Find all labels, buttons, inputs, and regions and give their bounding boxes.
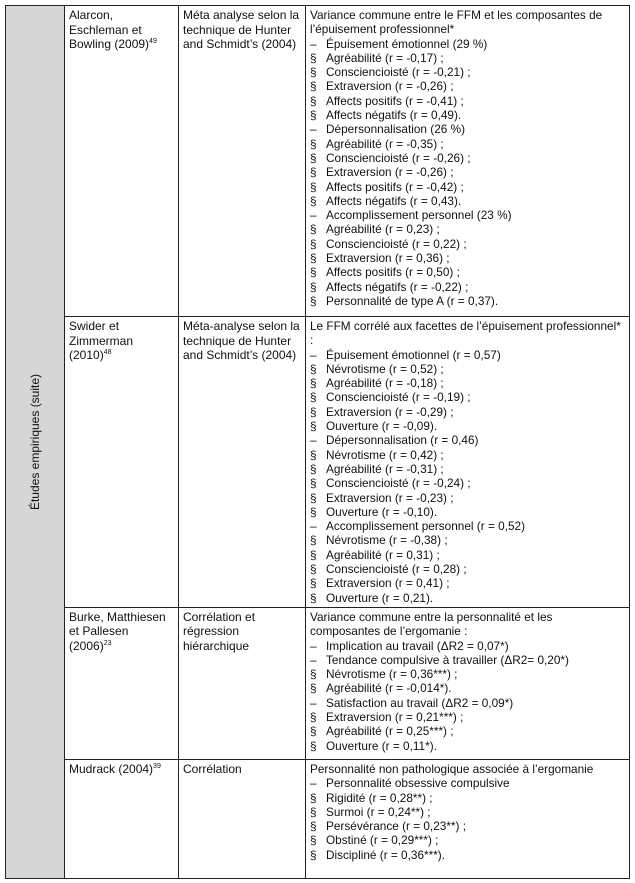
list-item-text: Implication au travail (ΔR2 = 0,07*) [326, 638, 509, 653]
section-marker: § [310, 667, 317, 682]
list-item [310, 505, 625, 519]
section-marker: § [310, 710, 317, 725]
list-item-text: Surmoi (r = 0,24**) ; [326, 804, 431, 819]
list-item-text: Épuisement émotionnel (r = 0,57) [326, 347, 501, 362]
study-reference: 48 [103, 349, 112, 356]
section-marker: § [310, 790, 317, 805]
section-marker: § [310, 847, 317, 862]
study-cell [65, 607, 179, 759]
list-item-text: Persévérance (r = 0,23**) ; [326, 819, 466, 834]
list-item [310, 819, 625, 833]
list-item-text: Accomplissement personnel (r = 0,52) [326, 519, 525, 534]
list-item-text: Agréabilité (r = -0,35) ; [326, 136, 444, 151]
list-item [310, 681, 625, 695]
section-marker: § [310, 65, 317, 80]
study-reference: 49 [149, 38, 157, 45]
section-marker: § [310, 165, 317, 180]
list-item-text: Névrotisme (r = -0,38) ; [326, 533, 448, 548]
section-marker: § [310, 236, 317, 251]
dash-marker: – [310, 347, 317, 362]
section-marker: § [310, 738, 317, 753]
list-item [310, 667, 625, 681]
list-item-text: Affects positifs (r = 0,50) ; [326, 265, 460, 280]
section-marker: § [310, 361, 317, 376]
section-marker: § [310, 222, 317, 237]
dash-marker: – [310, 695, 317, 710]
list-item-text: Consciencioisté (r = -0,26) ; [326, 150, 471, 165]
list-item-text: Affects positifs (r = -0,42) ; [326, 179, 464, 194]
list-item-text: Ouverture (r = -0,10). [326, 504, 438, 519]
dash-marker: – [310, 519, 317, 534]
result-cell [306, 607, 630, 759]
study-authors: Burke, Matthiesen et Pallesen (2006) [69, 609, 166, 653]
section-marker: § [310, 724, 317, 739]
list-item [310, 433, 625, 447]
list-item-text: Affects positifs (r = -0,41) ; [326, 93, 464, 108]
list-item [310, 251, 625, 265]
section-marker: § [310, 576, 317, 591]
section-marker: § [310, 251, 317, 266]
list-item-text: Extraversion (r = 0,36) ; [326, 251, 450, 266]
list-item-text: Agréabilité (r = 0,23) ; [326, 222, 440, 237]
list-item [310, 265, 625, 279]
list-item [310, 51, 625, 65]
section-marker: § [310, 265, 317, 280]
section-marker: § [310, 279, 317, 294]
list-item [310, 462, 625, 476]
section-marker: § [310, 504, 317, 519]
side-label-text: Études empiriques (suite) [28, 373, 42, 510]
list-item-text: Extraversion (r = -0,26) ; [326, 165, 454, 180]
dash-marker: – [310, 208, 317, 223]
section-marker: § [310, 681, 317, 696]
section-marker: § [310, 150, 317, 165]
table-row [6, 607, 630, 759]
list-item [310, 151, 625, 165]
list-item-text: Agréabilité (r = -0,31) ; [326, 461, 444, 476]
list-item-text: Consciencioisté (r = 0,22) ; [326, 236, 467, 251]
section-marker: § [310, 179, 317, 194]
dash-marker: – [310, 638, 317, 653]
list-item-text: Ouverture (r = 0,21). [326, 590, 434, 605]
table-row [6, 759, 630, 878]
list-item-text: Dépersonnalisation (26 %) [326, 122, 466, 137]
dash-marker: – [310, 122, 317, 137]
section-marker: § [310, 447, 317, 462]
list-item [310, 108, 625, 122]
method-cell: Corrélation et régression hiérarchique [179, 607, 306, 759]
list-item-text: Agréabilité (r = 0,25***) ; [326, 724, 454, 739]
list-item-text: Discipliné (r = 0,36***). [326, 847, 445, 862]
result-list [310, 776, 625, 862]
study-cell [65, 759, 179, 878]
method-cell: Méta-analyse selon la technique de Hunter and Schmidt’s (2004) [179, 317, 306, 608]
list-item-text: Affects négatifs (r = 0,49). [326, 108, 462, 123]
list-item [310, 448, 625, 462]
list-item [310, 639, 625, 653]
list-item-text: Rigidité (r = 0,28**) ; [326, 790, 433, 805]
section-marker: § [310, 804, 317, 819]
section-marker: § [310, 819, 317, 834]
list-item [310, 362, 625, 376]
list-item-text: Agréabilité (r = -0,014*). [326, 681, 452, 696]
list-item [310, 739, 625, 753]
section-side-label [6, 6, 65, 879]
section-marker: § [310, 533, 317, 548]
dash-marker: – [310, 776, 317, 791]
list-item [310, 805, 625, 819]
list-item-text: Extraversion (r = -0,29) ; [326, 404, 454, 419]
list-item-text: Agréabilité (r = -0,18) ; [326, 376, 444, 391]
study-reference: 39 [153, 762, 161, 770]
table-row [6, 317, 630, 608]
list-item-text: Personnalité de type A (r = 0,37). [326, 293, 499, 308]
list-item [310, 65, 625, 79]
section-marker: § [310, 562, 317, 577]
list-item-text: Affects négatifs (r = -0,22) ; [326, 279, 469, 294]
list-item-text: Ouverture (r = 0,11*). [326, 738, 437, 753]
study-cell [65, 6, 179, 317]
section-marker: § [310, 376, 317, 391]
section-marker: § [310, 50, 317, 65]
list-item-text: Obstiné (r = 0,29***) ; [326, 833, 439, 848]
section-marker: § [310, 419, 317, 434]
list-item-text: Extraversion (r = -0,23) ; [326, 490, 454, 505]
list-item [310, 280, 625, 294]
study-authors: Swider et Zimmerman (2010) [69, 319, 134, 362]
section-marker: § [310, 136, 317, 151]
result-cell [306, 317, 630, 608]
studies-table [5, 5, 630, 879]
list-item-text: Consciencioisté (r = 0,28) ; [326, 562, 467, 577]
section-marker: § [310, 490, 317, 505]
section-marker: § [310, 404, 317, 419]
list-item [310, 419, 625, 433]
result-intro: Variance commune entre le FFM et les composantes de l’épuisement professionnel* [310, 8, 603, 37]
list-item-text: Extraversion (r = -0,26) ; [326, 79, 454, 94]
study-reference: 23 [103, 639, 112, 647]
result-cell [306, 6, 630, 317]
list-item-text: Accomplissement personnel (23 %) [326, 208, 512, 223]
result-list [310, 348, 625, 605]
list-item [310, 833, 625, 847]
list-item-text: Extraversion (r = 0,21***) ; [326, 710, 464, 725]
dash-marker: – [310, 433, 317, 448]
list-item [310, 194, 625, 208]
list-item [310, 519, 625, 533]
list-item [310, 653, 625, 667]
result-list [310, 639, 625, 753]
list-item-text: Ouverture (r = -0,09). [326, 419, 438, 434]
list-item-text: Extraversion (r = 0,41) ; [326, 576, 450, 591]
table-row [6, 6, 630, 317]
study-authors: Mudrack (2004) [69, 761, 154, 776]
list-item [310, 591, 625, 605]
study-authors: Alarcon, Eschleman et Bowling (2009) [69, 8, 150, 51]
section-marker: § [310, 108, 317, 123]
method-cell: Méta analyse selon la technique de Hunter and Schmidt’s (2004) [179, 6, 306, 317]
list-item [310, 405, 625, 419]
list-item [310, 165, 625, 179]
list-item-text: Tendance compulsive à travailler (ΔR2= 0,20*) [326, 652, 569, 667]
list-item [310, 576, 625, 590]
list-item-text: Agréabilité (r = 0,31) ; [326, 547, 440, 562]
section-marker: § [310, 590, 317, 605]
list-item-text: Consciencioisté (r = -0,19) ; [326, 390, 471, 405]
list-item [310, 562, 625, 576]
section-marker: § [310, 293, 317, 308]
list-item [310, 390, 625, 404]
list-item [310, 710, 625, 724]
result-intro: Personnalité non pathologique associée à l’ergomanie [310, 761, 594, 776]
list-item-text: Consciencioisté (r = -0,21) ; [326, 65, 471, 80]
section-marker: § [310, 193, 317, 208]
list-item-text: Personnalité obsessive compulsive [326, 776, 510, 791]
section-marker: § [310, 476, 317, 491]
list-item-text: Névrotisme (r = 0,36***) ; [326, 667, 458, 682]
list-item-text: Satisfaction au travail (ΔR2 = 0,09*) [326, 695, 514, 710]
method-cell: Corrélation [179, 759, 306, 878]
list-item-text: Agréabilité (r = -0,17) ; [326, 50, 444, 65]
result-cell [306, 759, 630, 878]
section-marker: § [310, 79, 317, 94]
list-item [310, 848, 625, 862]
list-item [310, 294, 625, 308]
dash-marker: – [310, 36, 317, 51]
section-marker: § [310, 547, 317, 562]
result-list [310, 37, 625, 309]
list-item [310, 348, 625, 362]
list-item [310, 94, 625, 108]
section-marker: § [310, 390, 317, 405]
list-item-text: Consciencioisté (r = -0,24) ; [326, 476, 471, 491]
list-item-text: Dépersonnalisation (r = 0,46) [326, 433, 479, 448]
list-item-text: Névrotisme (r = 0,52) ; [326, 361, 444, 376]
list-item-text: Affects négatifs (r = 0,43). [326, 193, 462, 208]
dash-marker: – [310, 652, 317, 667]
list-item [310, 37, 625, 51]
list-item [310, 776, 625, 790]
result-intro: Variance commune entre la personnalité et les composantes de l’ergomanie : [310, 609, 553, 639]
section-marker: § [310, 833, 317, 848]
list-item [310, 79, 625, 93]
list-item [310, 491, 625, 505]
section-marker: § [310, 93, 317, 108]
list-item-text: Névrotisme (r = 0,42) ; [326, 447, 444, 462]
list-item-text: Épuisement émotionnel (29 %) [326, 36, 488, 51]
list-item [310, 137, 625, 151]
list-item [310, 237, 625, 251]
list-item [310, 476, 625, 490]
result-intro: Le FFM corrélé aux facettes de l’épuisement professionnel* : [310, 319, 621, 348]
list-item [310, 208, 625, 222]
list-item [310, 724, 625, 738]
section-marker: § [310, 461, 317, 476]
study-cell [65, 317, 179, 608]
list-item [310, 696, 625, 710]
list-item [310, 791, 625, 805]
list-item [310, 122, 625, 136]
list-item [310, 533, 625, 547]
list-item [310, 548, 625, 562]
list-item [310, 180, 625, 194]
list-item [310, 376, 625, 390]
list-item [310, 222, 625, 236]
